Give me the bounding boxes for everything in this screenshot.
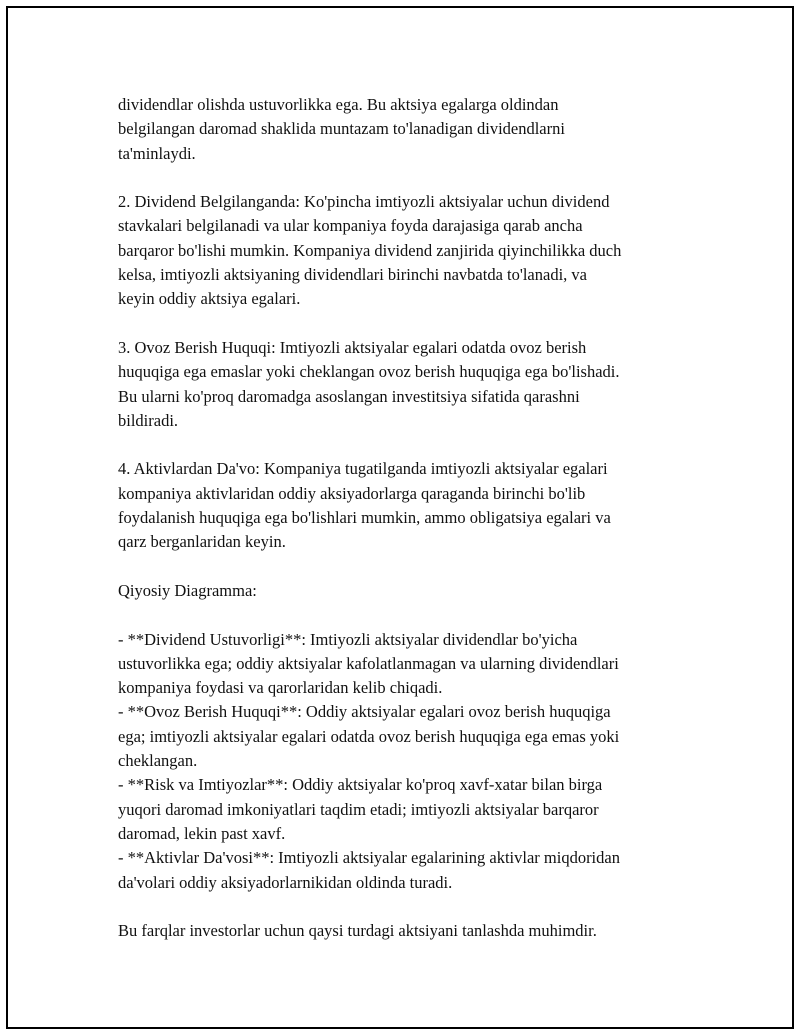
- list-item-line: kompaniya foydasi va qarorlaridan kelib chiqadi.: [118, 678, 443, 698]
- text-line: stavkalari belgilanadi va ular kompaniya foyda darajasiga qarab ancha: [118, 216, 583, 236]
- list-item-line: - **Ovoz Berish Huquqi**: Oddiy aktsiyalar egalari ovoz berish huquqiga: [118, 702, 611, 722]
- text-line: qarz berganlaridan keyin.: [118, 532, 286, 552]
- list-item-line: - **Dividend Ustuvorligi**: Imtiyozli aktsiyalar dividendlar bo'yicha: [118, 629, 578, 649]
- text-line: dividendlar olishda ustuvorlikka ega. Bu aktsiya egalarga oldindan: [118, 95, 559, 114]
- text-line: foydalanish huquqiga ega bo'lishlari mumkin, ammo obligatsiya egalari va: [118, 508, 611, 528]
- text-line: kompaniya aktivlaridan oddiy aksiyadorlarga qaraganda birinchi bo'lib: [118, 483, 586, 503]
- paragraph-asset-claims: [118, 457, 698, 554]
- section-heading-comparative-diagram: [118, 579, 698, 603]
- list-item-line: yuqori daromad imkoniyatlari taqdim etadi; imtiyozli aktsiyalar barqaror: [118, 799, 599, 819]
- list-item-line: - **Risk va Imtiyozlar**: Oddiy aktsiyalar ko'proq xavf-xatar bilan birga: [118, 775, 603, 795]
- text-line: bildiradi.: [118, 410, 179, 430]
- text-line: belgilangan daromad shaklida muntazam to'lanadigan dividendlarni: [118, 119, 565, 139]
- list-item-line: ega; imtiyozli aktsiyalar egalari odatda ovoz berish huquqiga ega emas yoki: [118, 726, 620, 746]
- text-line: Qiyosiy Diagramma:: [118, 580, 257, 600]
- text-line: barqaror bo'lishi mumkin. Kompaniya dividend zanjirida qiyinchilikka duch: [118, 240, 622, 260]
- text-line: 4. Aktivlardan Da'vo: Kompaniya tugatilganda imtiyozli aktsiyalar egalari: [118, 459, 608, 479]
- text-line: huquqiga ega emaslar yoki cheklangan ovoz berish huquqiga ega bo'lishadi.: [118, 362, 620, 382]
- list-item-line: - **Aktivlar Da'vosi**: Imtiyozli aktsiyalar egalarining aktivlar miqdoridan: [118, 848, 620, 868]
- paragraph-voting-rights: [118, 336, 698, 433]
- paragraph-dividend-priority-continuation: [118, 93, 698, 166]
- list-item-line: daromad, lekin past xavf.: [118, 823, 286, 843]
- document-body: [118, 93, 698, 943]
- text-line: 3. Ovoz Berish Huquqi: Imtiyozli aktsiyalar egalari odatda ovoz berish: [118, 337, 587, 357]
- text-line: Bu farqlar investorlar uchun qaysi turdagi aktsiyani tanlashda muhimdir.: [118, 921, 597, 941]
- list-item-line: da'volari oddiy aksiyadorlarnikidan oldinda turadi.: [118, 872, 453, 892]
- list-item-line: ustuvorlikka ega; oddiy aktsiyalar kafolatlanmagan va ularning dividendlari: [118, 653, 619, 673]
- paragraph-conclusion: [118, 919, 698, 943]
- text-line: kelsa, imtiyozli aktsiyaning dividendlari birinchi navbatda to'lanadi, va: [118, 265, 587, 285]
- comparison-list: [118, 628, 698, 895]
- text-line: keyin oddiy aktsiya egalari.: [118, 289, 301, 309]
- list-item-line: cheklangan.: [118, 751, 198, 771]
- text-line: Bu ularni ko'proq daromadga asoslangan investitsiya sifatida qarashni: [118, 386, 580, 406]
- paragraph-dividend-fixed: [118, 190, 698, 311]
- text-line: ta'minlaydi.: [118, 143, 196, 163]
- text-line: 2. Dividend Belgilanganda: Ko'pincha imtiyozli aktsiyalar uchun dividend: [118, 192, 610, 212]
